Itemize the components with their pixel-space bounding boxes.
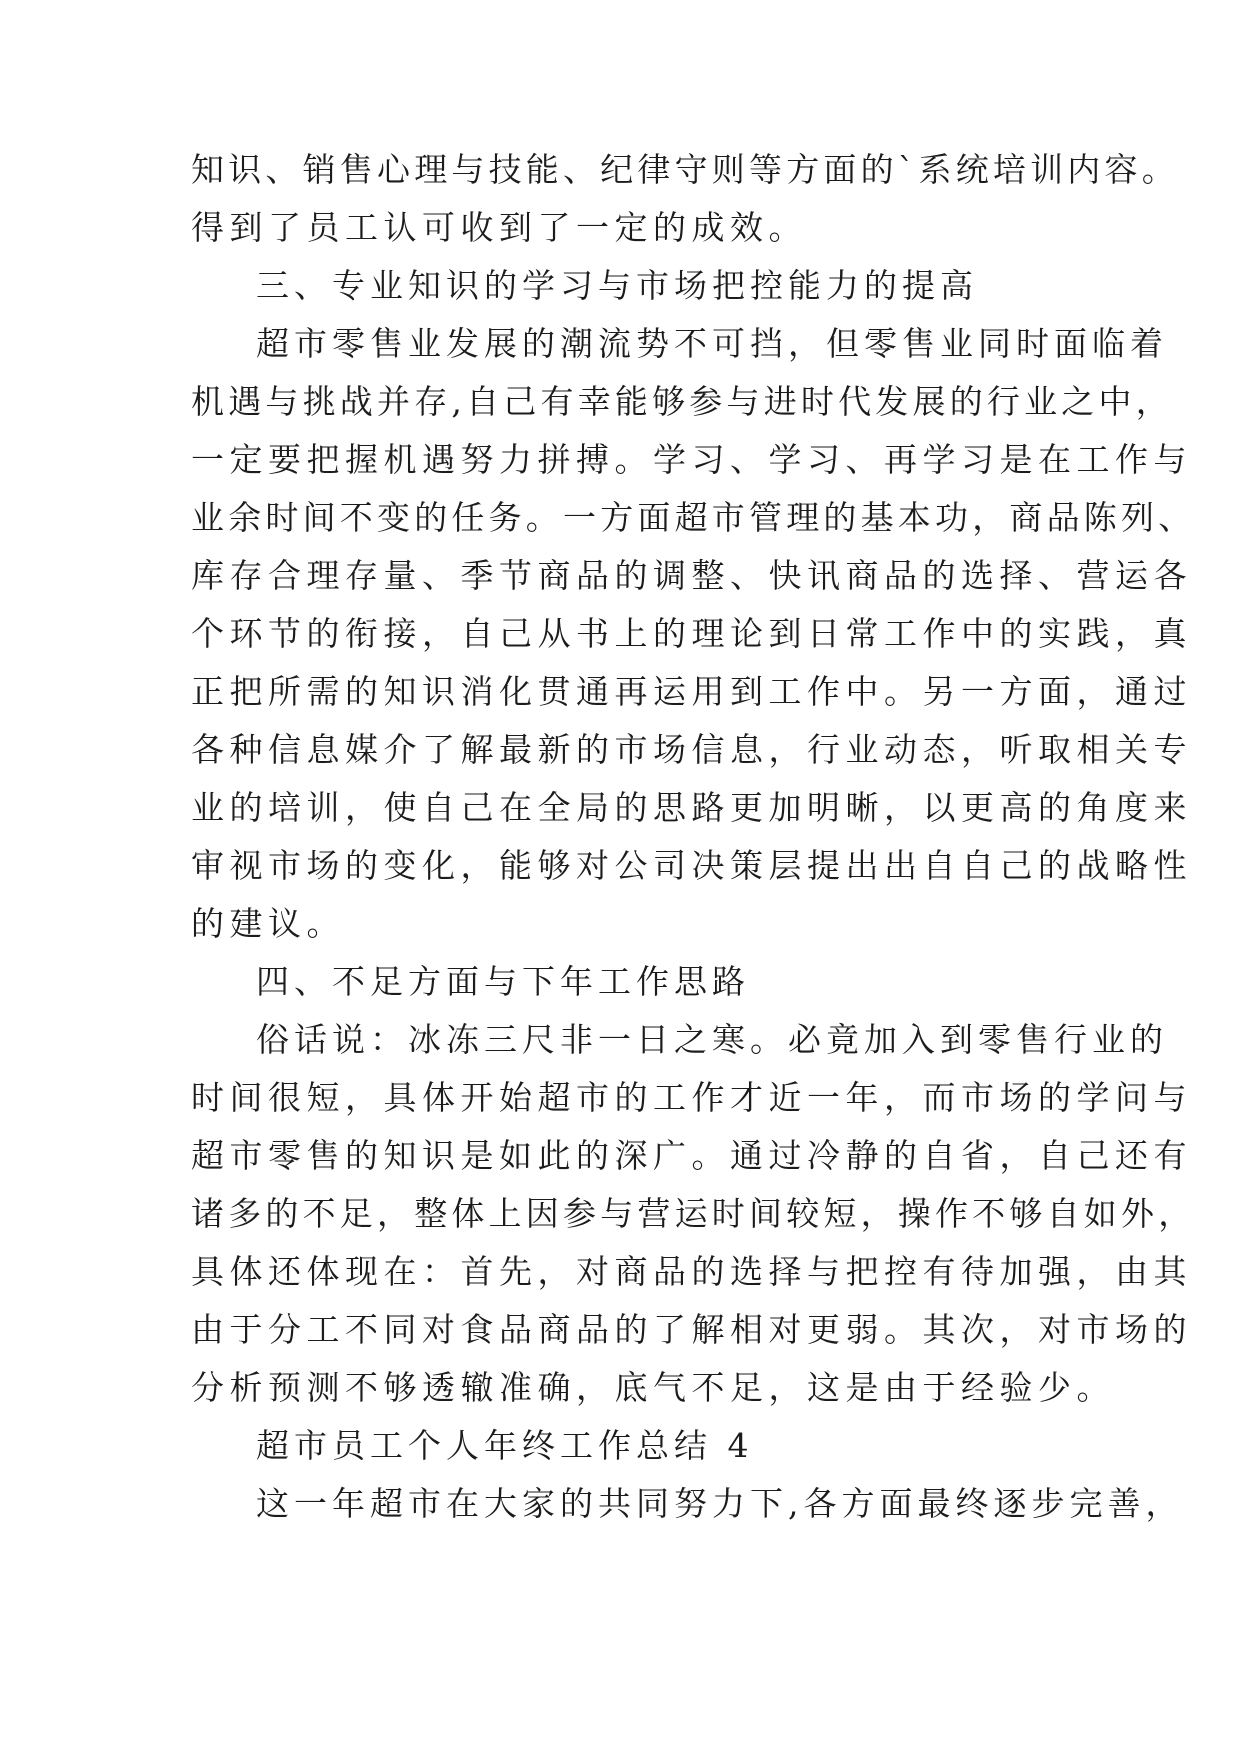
article-title: 超市员工个人年终工作总结 4 [256,1426,754,1465]
text-line: 超市零售业发展的潮流势不可挡，但零售业同时面临着 [256,324,1168,363]
text-line: 由于分工不同对食品商品的了解相对更弱。其次，对市场的 [191,1310,1192,1349]
text-line: 个环节的衔接，自己从书上的理论到日常工作中的实践，真 [191,614,1192,653]
text-line: 业的培训，使自己在全局的思路更加明晰，以更高的角度来 [191,788,1192,827]
text-line: 超市零售的知识是如此的深广。通过冷静的自省，自己还有 [191,1136,1192,1175]
text-line: 这一年超市在大家的共同努力下,各方面最终逐步完善， [256,1484,1184,1523]
text-line: 诸多的不足，整体上因参与营运时间较短，操作不够自如外， [191,1194,1196,1233]
text-line: 知识、销售心理与技能、纪律守则等方面的`系统培训内容。 [191,150,1179,189]
text-line: 库存合理存量、季节商品的调整、快讯商品的选择、营运各 [191,556,1192,595]
text-line: 一定要把握机遇努力拼搏。学习、学习、再学习是在工作与 [191,440,1192,479]
section-heading: 三、专业知识的学习与市场把控能力的提高 [256,266,978,305]
text-line: 得到了员工认可收到了一定的成效。 [191,208,807,247]
text-line: 时间很短，具体开始超市的工作才近一年，而市场的学问与 [191,1078,1192,1117]
text-line: 业余时间不变的任务。一方面超市管理的基本功，商品陈列、 [191,498,1196,537]
text-line: 的建议。 [191,904,345,943]
text-line: 俗话说：冰冻三尺非一日之寒。必竟加入到零售行业的 [256,1020,1168,1059]
text-line: 各种信息媒介了解最新的市场信息，行业动态，听取相关专 [191,730,1192,769]
text-line: 审视市场的变化，能够对公司决策层提出出自自己的战略性 [191,846,1192,885]
text-line: 正把所需的知识消化贯通再运用到工作中。另一方面，通过 [191,672,1192,711]
text-line: 具体还体现在：首先，对商品的选择与把控有待加强，由其 [191,1252,1192,1291]
section-heading: 四、不足方面与下年工作思路 [256,962,750,1001]
text-line: 机遇与挑战并存,自己有幸能够参与进时代发展的行业之中， [191,382,1173,421]
text-line: 分析预测不够透辙准确，底气不足，这是由于经验少。 [191,1368,1115,1407]
